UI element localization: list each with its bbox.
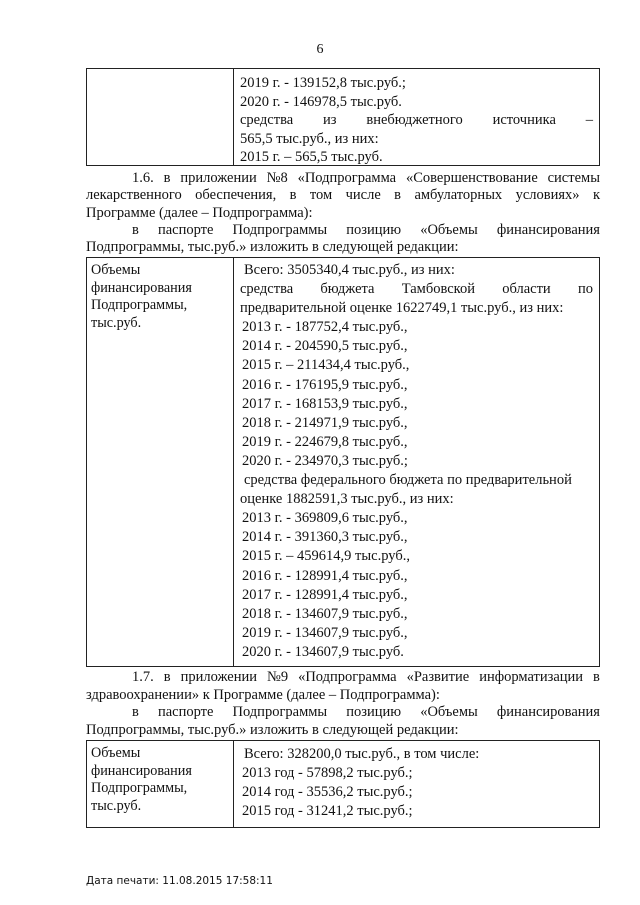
table-right-cell — [234, 69, 599, 165]
table-line: 2019 г. - 139152,8 тыс.руб.; — [240, 75, 406, 91]
year-line: 2019 г. - 224679,8 тыс.руб., — [242, 433, 408, 450]
year-line: 2013 г. - 369809,6 тыс.руб., — [242, 510, 408, 527]
table-financing-subprogram-8 — [86, 257, 600, 667]
year-line: 2018 г. - 134607,9 тыс.руб., — [242, 605, 408, 622]
table-line: 2015 г. – 565,5 тыс.руб. — [240, 149, 383, 166]
para-line: Подпрограммы, тыс.руб.» изложить в следующей редакции: — [86, 239, 459, 256]
year-line: 2013 год - 57898,2 тыс.руб.; — [242, 765, 413, 781]
para-line: в паспорте Подпрограммы позицию «Объемы финансирования — [132, 221, 600, 238]
print-date-footer: Дата печати: 11.08.2015 17:58:11 — [86, 875, 273, 887]
year-line: 2014 год - 35536,2 тыс.руб.; — [242, 784, 413, 800]
left-cell-line: финансирования — [91, 762, 192, 779]
table-left-cell — [87, 69, 234, 165]
left-cell-line: Объемы — [91, 745, 141, 761]
year-line: 2014 г. - 391360,3 тыс.руб., — [242, 529, 408, 546]
paragraph-1-7 — [86, 669, 600, 739]
federal-line: оценке 1882591,3 тыс.руб., из них: — [240, 491, 454, 508]
year-line: 2015 год - 31241,2 тыс.руб.; — [242, 803, 413, 819]
table-right-cell — [234, 741, 599, 827]
left-cell-line: тыс.руб. — [91, 314, 142, 331]
left-cell-line: Подпрограммы, — [91, 297, 188, 313]
table-left-cell — [87, 741, 234, 827]
para-line: Подпрограммы, тыс.руб.» изложить в следующей редакции: — [86, 721, 459, 738]
para-line: Программе (далее – Подпрограмма): — [86, 204, 313, 221]
year-line: 2020 г. - 234970,3 тыс.руб.; — [242, 452, 408, 469]
table-line-justified: средства из внебюджетного источника – — [240, 112, 593, 129]
federal-line: средства федерального бюджета по предварительной — [244, 472, 572, 489]
para-line: 1.7. в приложении №9 «Подпрограмма «Развитие информатизации в — [132, 669, 600, 685]
year-line: 2015 г. – 459614,9 тыс.руб., — [242, 548, 410, 565]
left-cell-line: Объемы — [91, 262, 141, 278]
para-line: 1.6. в приложении №8 «Подпрограмма «Совершенствование системы — [132, 170, 600, 186]
left-cell-line: тыс.руб. — [91, 797, 142, 814]
table-left-cell — [87, 258, 234, 666]
year-line: 2014 г. - 204590,5 тыс.руб., — [242, 338, 408, 355]
year-line: 2020 г. - 134607,9 тыс.руб. — [242, 643, 404, 660]
para-line: в паспорте Подпрограммы позицию «Объемы финансирования — [132, 704, 600, 721]
year-line: 2016 г. - 176195,9 тыс.руб., — [242, 376, 408, 393]
year-line: 2016 г. - 128991,4 тыс.руб., — [242, 567, 408, 584]
year-line: 2017 г. - 168153,9 тыс.руб., — [242, 395, 408, 412]
left-cell-line: финансирования — [91, 279, 192, 296]
region-line: предварительной оценке 1622749,1 тыс.руб., из них: — [240, 300, 564, 317]
year-line: 2013 г. - 187752,4 тыс.руб., — [242, 319, 408, 336]
year-line: 2015 г. – 211434,4 тыс.руб., — [242, 357, 410, 374]
table-right-cell — [234, 258, 599, 666]
year-line: 2019 г. - 134607,9 тыс.руб., — [242, 624, 408, 641]
region-line: средства бюджета Тамбовской области по — [240, 281, 593, 298]
total-line: Всего: 3505340,4 тыс.руб., из них: — [244, 262, 455, 278]
table-continuation — [86, 68, 600, 166]
paragraph-1-6 — [86, 170, 600, 256]
total-line: Всего: 328200,0 тыс.руб., в том числе: — [244, 746, 480, 762]
left-cell-line: Подпрограммы, — [91, 780, 188, 796]
para-line: лекарственного обеспечения, в том числе в амбулаторных условиях» к — [86, 187, 600, 204]
year-line: 2018 г. - 214971,9 тыс.руб., — [242, 414, 408, 431]
page-number: 6 — [316, 42, 324, 57]
para-line: здравоохранении» к Программе (далее – Подпрограмма): — [86, 686, 440, 703]
table-line: 2020 г. - 146978,5 тыс.руб. — [240, 93, 402, 110]
table-financing-subprogram-9 — [86, 740, 600, 828]
table-line: 565,5 тыс.руб., из них: — [240, 130, 379, 147]
year-line: 2017 г. - 128991,4 тыс.руб., — [242, 586, 408, 603]
